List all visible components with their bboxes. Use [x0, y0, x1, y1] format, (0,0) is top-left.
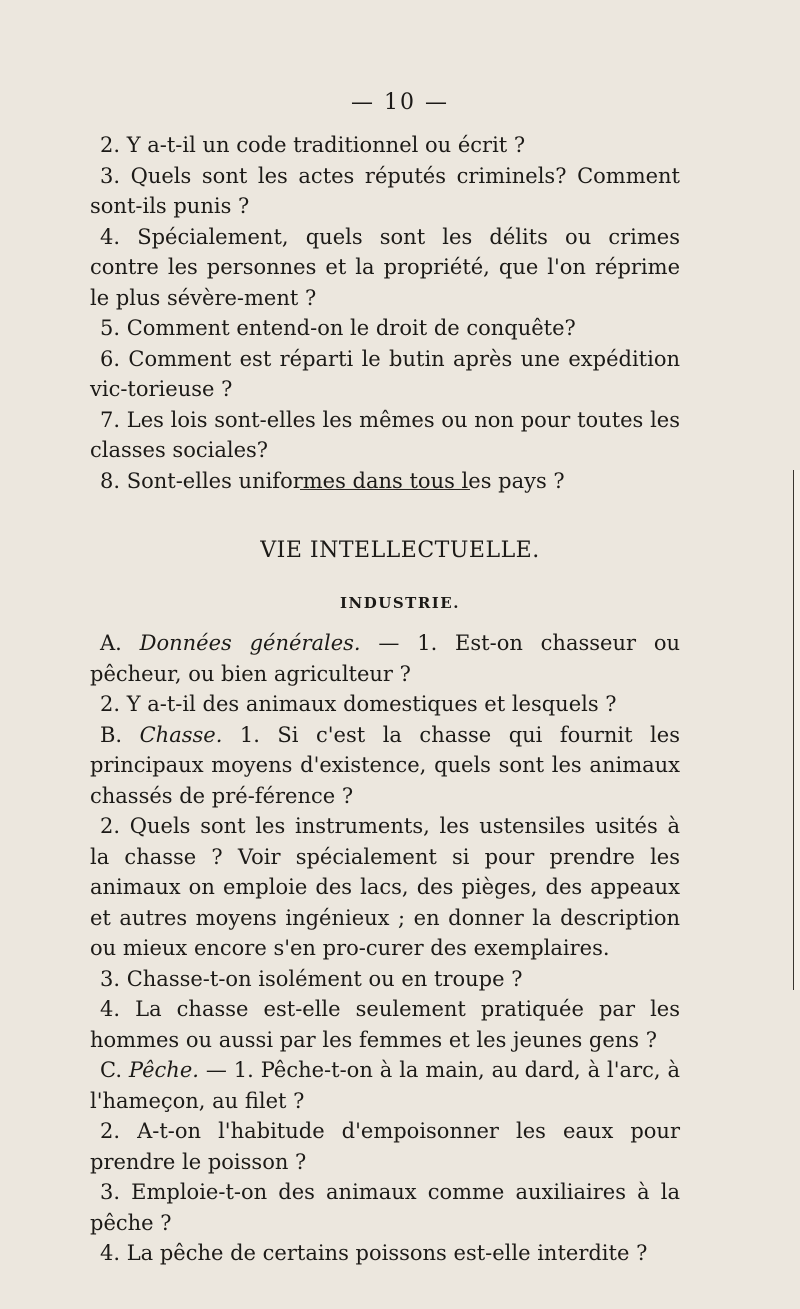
section-c-q4: 4. La pêche de certains poissons est-elle interdite ? — [100, 1241, 648, 1265]
subsection-title: INDUSTRIE. — [340, 594, 460, 612]
section-c-title: Pêche. — [128, 1058, 199, 1082]
question-6: 6. Comment est réparti le butin après une expédition vic-torieuse ? — [90, 346, 680, 401]
question-5: 5. Comment entend-on le droit de conquête? — [100, 316, 576, 340]
section-b-q1 — [90, 720, 680, 812]
section-b-q2: 2. Quels sont les instruments, les ustensiles usités à la chasse ? Voir spécialement si pour prendre les animaux on emploie des lacs, des pièges, des appeaux et autres moyens ingénieux ; en donner la description ou mieux encore s'en pro-curer des exemplaires. — [90, 814, 680, 960]
question-8: 8. Sont-elles uniformes dans tous les pays ? — [100, 468, 565, 493]
section-divider — [300, 489, 470, 490]
section-b-letter: B. — [100, 722, 123, 747]
section-a-q1-text: — 1. Est-on chasseur ou pêcheur, ou bien agriculteur ? — [90, 631, 680, 686]
question-3: 3. Quels sont les actes réputés criminels? Comment sont-ils punis ? — [90, 163, 680, 218]
legal-questions — [90, 130, 680, 496]
section-b-q1-text: 1. Si c'est la chasse qui fournit les principaux moyens d'existence, quels sont les animaux chassés de pré-férence ? — [90, 722, 680, 808]
section-c-q3: 3. Emploie-t-on des animaux comme auxiliaires à la pêche ? — [90, 1180, 680, 1235]
section-b-q4: 4. La chasse est-elle seulement pratiquée par les hommes ou aussi par les femmes et les jeunes gens ? — [90, 997, 680, 1052]
section-a-q2: 2. Y a-t-il des animaux domestiques et lesquels ? — [100, 692, 617, 716]
section-a-q1 — [90, 628, 680, 689]
section-b-q3: 3. Chasse-t-on isolément ou en troupe ? — [100, 966, 523, 991]
section-c-q2: 2. A-t-on l'habitude d'empoisonner les eaux pour prendre le poisson ? — [90, 1119, 680, 1174]
page-number: — 10 — — [351, 90, 449, 115]
section-b-title: Chasse. — [139, 722, 223, 747]
question-7: 7. Les lois sont-elles les mêmes ou non pour toutes les classes sociales? — [90, 407, 680, 462]
section-title: VIE INTELLECTUELLE. — [260, 538, 540, 563]
section-c-q1 — [90, 1055, 680, 1116]
industry-questions — [90, 628, 680, 1269]
section-a-title: Données générales. — [139, 631, 361, 655]
section-c-q1-text: — 1. Pêche-t-on à la main, au dard, à l'arc, à l'hameçon, au filet ? — [90, 1058, 680, 1113]
section-c-letter: C. — [100, 1058, 122, 1082]
question-4: 4. Spécialement, quels sont les délits ou crimes contre les personnes et la propriété, que l'on réprime le plus sévère-ment ? — [90, 224, 680, 310]
section-a-letter: A. — [100, 631, 122, 655]
question-2: 2. Y a-t-il un code traditionnel ou écrit ? — [100, 133, 526, 157]
